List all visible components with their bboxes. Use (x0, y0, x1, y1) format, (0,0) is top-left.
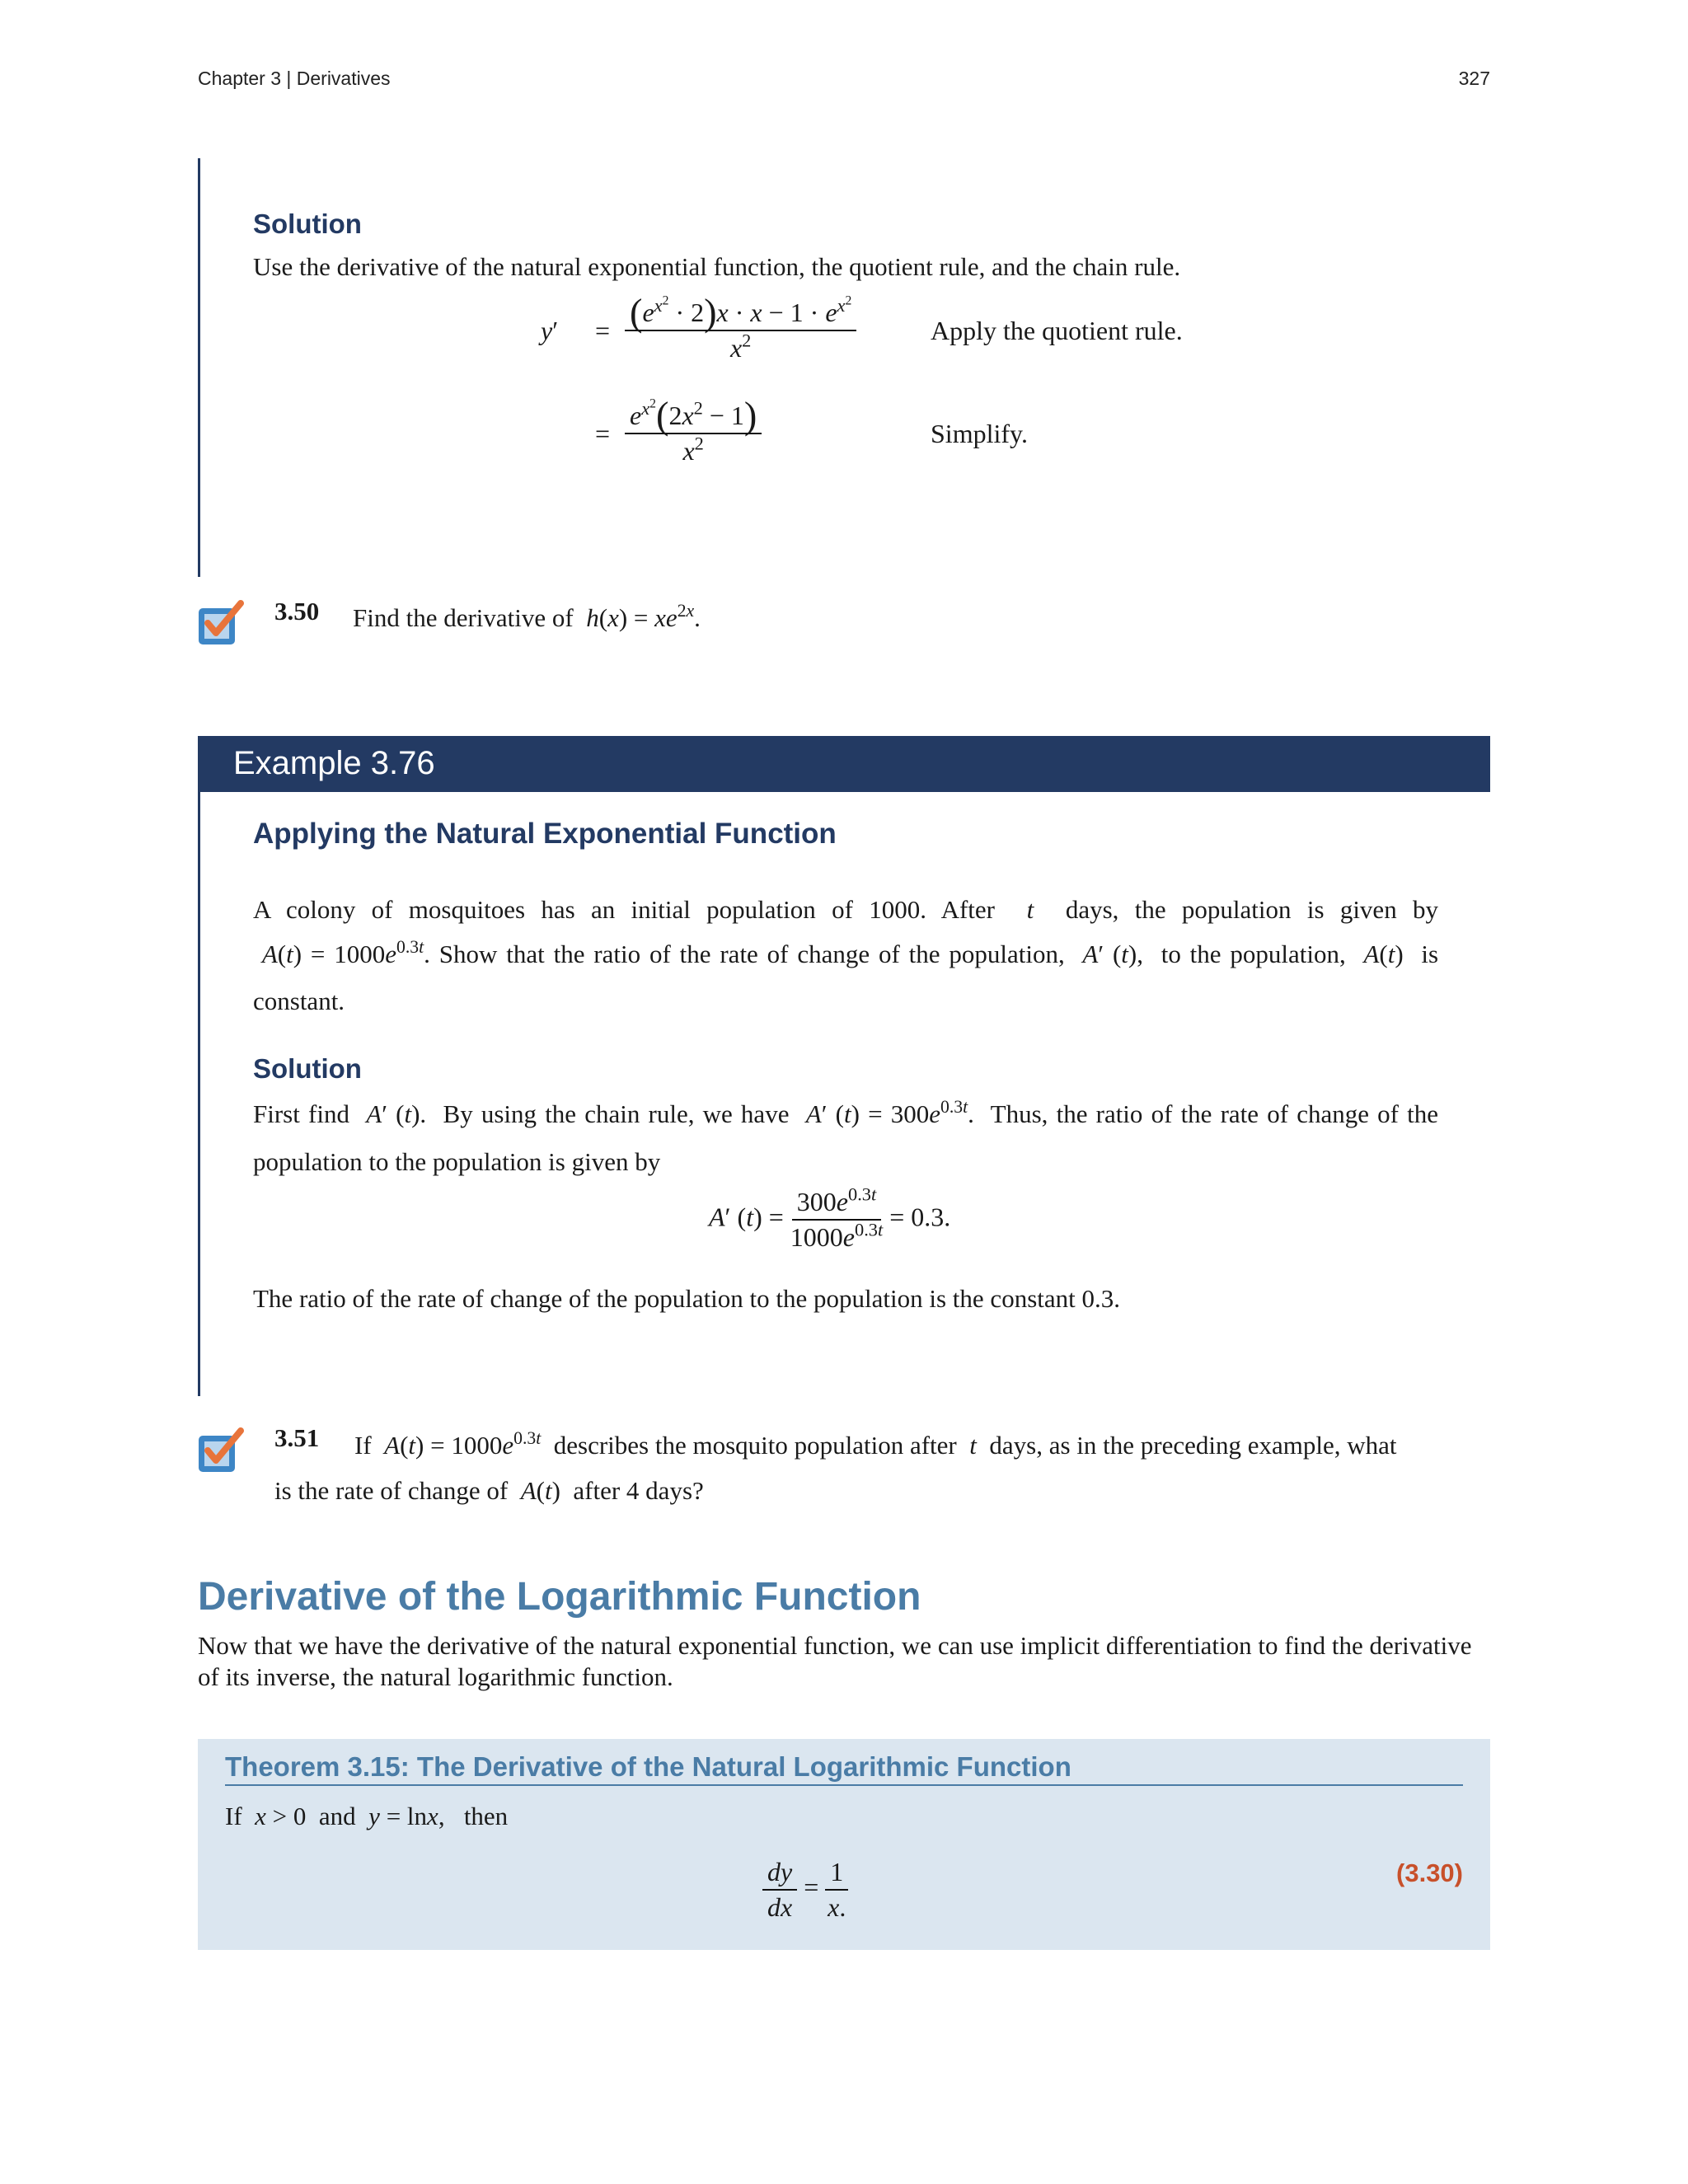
example-problem-line-3: constant. (253, 987, 345, 1015)
example-conclusion: The ratio of the rate of change of the population to the population is the constant 0.3. (253, 1284, 1120, 1313)
example-problem-line-2: $A(t) = 1000e^{0.3t}$. Show that the ratio of the rate of change of the population, A′ (t), to the population, A(t) is (261, 937, 1439, 968)
theorem-title: Theorem 3.15: The Derivative of the Natural Logarithmic Function (225, 1751, 1463, 1786)
exercise-3-50-prompt: Find the derivative of (353, 603, 574, 632)
ratio-fraction: $\frac{300e^{0.3t}}{1000e^{0.3t}}$ (790, 1183, 884, 1252)
theorem-word-then: then (463, 1802, 509, 1830)
exercise-3-51-line-1: If $A(t) = 1000e^{0.3t}$ describes the mosquito population after t days, as in the preceding example, what (354, 1428, 1397, 1460)
ex351-text-2: describes the mosquito population after (553, 1431, 957, 1460)
example-label: Example 3.76 (233, 745, 435, 781)
section-intro-line-1: Now that we have the derivative of the natural exponential function, we can use implicit differentiation to find the derivative (198, 1631, 1472, 1660)
derivation-line-2: = $\frac{e^{x^2}(2x^2 - 1)}{x^2}$ Simplify. (594, 395, 1028, 466)
example-solution-heading: Solution (253, 1053, 362, 1084)
theorem-condition: If x > 0 and y = lnx, then (225, 1802, 509, 1830)
problem-text-4: to the population, (1160, 940, 1346, 968)
problem-text-5: is (1421, 940, 1439, 968)
example-problem-line-1: A colony of mosquitoes has an initial population of 1000. After t days, the population is given by (253, 895, 1439, 924)
ex351-text-1: If (354, 1431, 372, 1460)
solution-text-3: Thus, the ratio of the rate of change of the (990, 1099, 1438, 1128)
solution-heading: Solution (253, 209, 362, 239)
problem-text-2: days, the population is given by (1065, 895, 1439, 924)
ex351-text-4: is the rate of change of (274, 1476, 509, 1505)
step-note-simplify: Simplify. (931, 418, 1028, 448)
chapter-header: Chapter 3 | Derivatives (198, 68, 391, 89)
example-solution-line-2: population to the population is given by (253, 1147, 661, 1176)
ex351-text-5: after 4 days? (573, 1476, 704, 1505)
ratio-equation: A′ (t) = $\frac{300e^{0.3t}}{1000e^{0.3t}}$ = 0.3. (709, 1183, 951, 1252)
equation-number: (3.30) (1396, 1858, 1463, 1887)
dy-dx-fraction: $\frac{dy}{dx}$ (762, 1857, 797, 1923)
ex351-text-3: days, as in the preceding example, what (989, 1431, 1397, 1460)
example-solution-line-1: First find A′ (t). By using the chain rule, we have A′ $(t) = 300e^{0.3t}$. Thus, the ratio of the rate of change of the (253, 1097, 1438, 1128)
solution-text-1: First find (253, 1099, 349, 1128)
solution-side-rule (198, 158, 200, 577)
quotient-rule-fraction: $\frac{(e^{x^2} \cdot 2)x \cdot x - 1 \cdot e^{x^2}}{x^2}$ (625, 298, 856, 363)
exercise-number-3-50: 3.50 (274, 597, 320, 626)
exercise-3-51-line-2: is the rate of change of A(t) after 4 days? (274, 1476, 704, 1505)
theorem-equation: $\frac{dy}{dx}$ = $\frac{1}{x.}$ (762, 1857, 848, 1923)
checkpoint-checkbox-icon (196, 600, 244, 648)
problem-text-1: A colony of mosquitoes has an initial population of 1000. After (253, 895, 995, 924)
page-number: 327 (1458, 68, 1490, 89)
exercise-number-3-51: 3.51 (274, 1423, 320, 1452)
theorem-word-if: If (225, 1802, 242, 1830)
section-intro-line-2: of its inverse, the natural logarithmic function. (198, 1662, 673, 1691)
example-side-rule (198, 792, 200, 1396)
simplified-fraction: $\frac{e^{x^2}(2x^2 - 1)}{x^2}$ (625, 401, 762, 466)
section-intro (198, 1630, 1490, 1693)
one-over-x-fraction: $\frac{1}{x.}$ (825, 1857, 848, 1923)
checkpoint-checkbox-icon (196, 1427, 244, 1475)
exercise-3-50-text: Find the derivative of $h(x) = xe^{2x}$. (353, 601, 701, 632)
example-title: Applying the Natural Exponential Function (253, 818, 837, 850)
solution-intro: Use the derivative of the natural exponential function, the quotient rule, and the chain rule. (253, 252, 1181, 281)
problem-text-3: Show that the ratio of the rate of change of the population, (438, 940, 1065, 968)
derivation-line-1: y′ = $\frac{(e^{x^2} \cdot 2)x \cdot x - 1 \cdot e^{x^2}}{x^2}$ Apply the quotient rule. (541, 292, 1183, 363)
section-title: Derivative of the Logarithmic Function (198, 1575, 921, 1619)
solution-text-2: By using the chain rule, we have (443, 1099, 790, 1128)
step-note-quotient: Apply the quotient rule. (931, 315, 1183, 345)
theorem-word-and: and (318, 1802, 356, 1830)
